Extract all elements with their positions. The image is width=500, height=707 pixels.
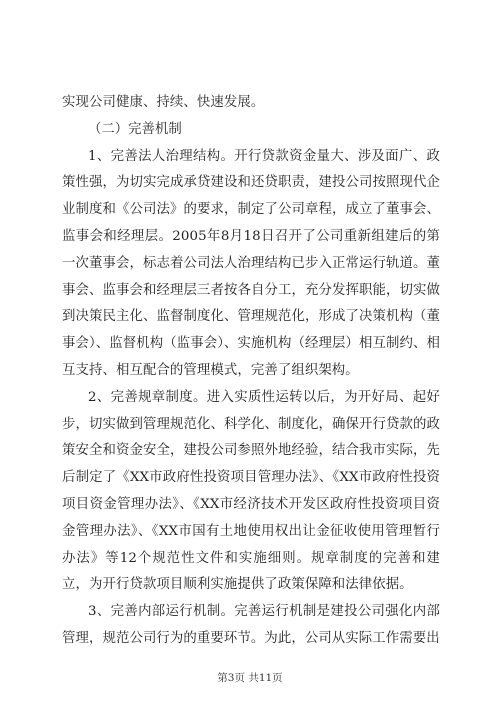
paragraph-continuation: 实现公司健康、持续、快速发展。 bbox=[62, 95, 265, 110]
page-footer: 第3页 共11页 bbox=[217, 672, 283, 684]
paragraph-governance: 1、完善法人治理结构。开行贷款资金量大、涉及面广、政策性强，为切实完成承贷建设和还贷职责，建投公司按照现代企业制度和《公司法》的要求，制定了公司章程，成立了董事会、监事会和经理层。2005年8月18日召开了公司重新组建后的第一次董事会，标志着公司法人治理结构已步入正常运行轨道。董事会、监事会和经理层三者按各自分工，充分发挥职能，切实做到决策民主化、监督制度化、管理规范化，形成了决策机构（董事会）、监督机构（监事会）、实施机构（经理层）相互制约、相互支持、相互配合的管理模式，完善了组织架构。 bbox=[62, 148, 440, 378]
document-body bbox=[62, 90, 440, 653]
section-heading: （二）完善机制 bbox=[88, 121, 182, 137]
paragraph-operation-mechanism: 3、完善内部运行机制。完善运行机制是建投公司强化内部管理，规范公司行为的重要环节。为此，公司从实际工作需要出 bbox=[62, 604, 440, 646]
paragraph-regulations: 2、完善规章制度。进入实质性运转以后，为开好局、起好步，切实做到管理规范化、科学化、制度化，确保开行贷款的政策安全和资金安全，建投公司参照外地经验，结合我市实际，先后制定了《XX市政府性投资项目管理办法》、《XX市政府性投资项目资金管理办法》、《XX市经济技术开发区政府性投资项目资金管理办法》、《XX市国有土地使用权出让金征收使用管理暂行办法》等12个规范性文件和实施细则。规章制度的完善和建立，为开行贷款项目顺利实施提供了政策保障和法律依据。 bbox=[62, 389, 440, 593]
